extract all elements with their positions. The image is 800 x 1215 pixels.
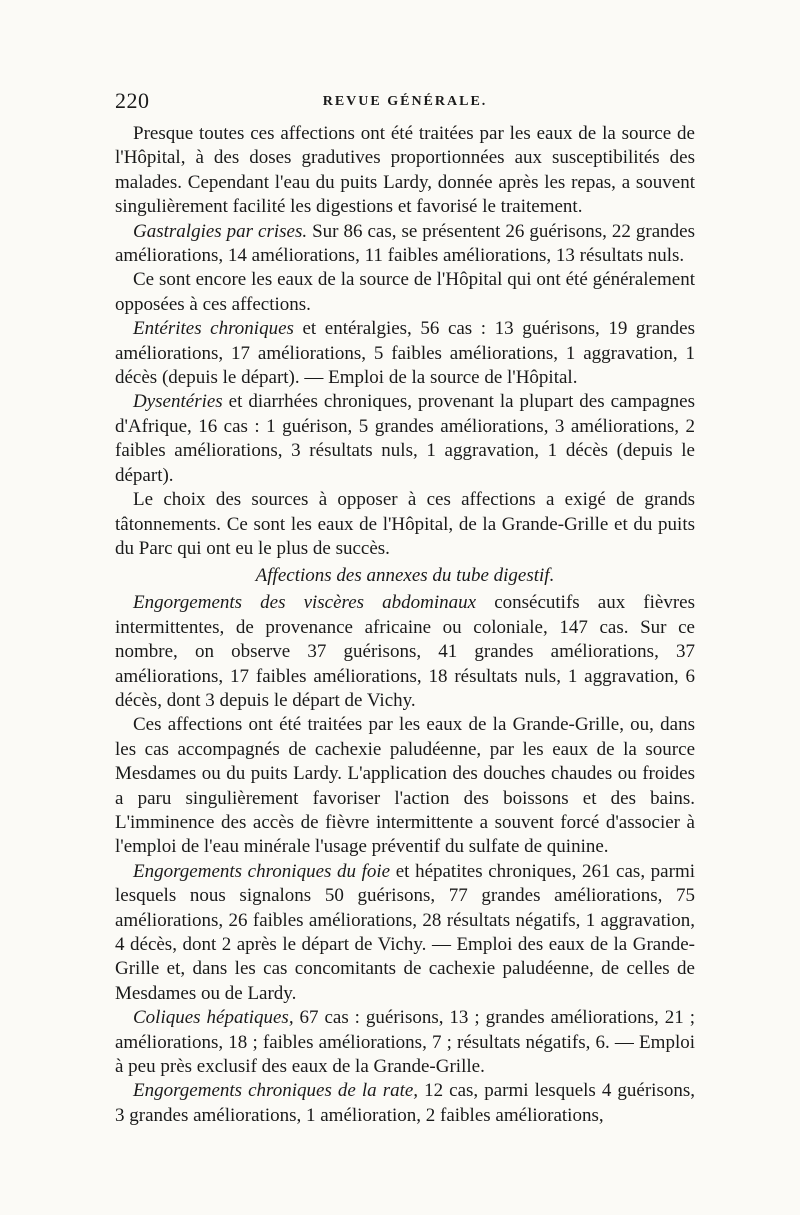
page-header bbox=[115, 88, 695, 122]
paragraph: Ces affections ont été traitées par les eaux de la Grande-Grille, ou, dans les cas accompagnés de cachexie paludéenne, par les eaux de la source Mesdames ou du puits Lardy. L'application des douches chaudes ou froides a paru singulièrement favoriser l'action des boissons et des bains. L'imminence des accès de fièvre intermittente a souvent forcé d'associer à l'emploi de l'eau minérale l'usage préventif du sulfate de quinine. bbox=[115, 714, 695, 858]
body-text bbox=[115, 122, 695, 1128]
paragraph-lead: Engorgements des viscères abdominaux bbox=[133, 592, 477, 614]
paragraph: Dysentéries et diarrhées chroniques, provenant la plupart des campagnes d'Afrique, 16 cas : 1 guérison, 5 grandes améliorations, 3 améliorations, 2 faibles améliorations, 3 résultats nuls, 1 aggravation, 1 décès (depuis le départ). bbox=[115, 391, 695, 486]
running-head: REVUE GÉNÉRALE. bbox=[322, 94, 488, 109]
paragraph: Ce sont encore les eaux de la source de l'Hôpital qui ont été généralement opposées à ces affections. bbox=[115, 269, 695, 315]
paragraph: Coliques hépatiques, 67 cas : guérisons, 13 ; grandes améliorations, 21 ; améliorations, 18 ; faibles améliorations, 7 ; résultats négatifs, 6. — Emploi à peu près exclusif des eaux de la Grande-Grille. bbox=[115, 1007, 695, 1078]
paragraph: Entérites chroniques et entéralgies, 56 cas : 13 guérisons, 19 grandes améliorations, 17 améliorations, 5 faibles améliorations, 1 aggravation, 1 décès (depuis le départ). — Emploi de la source de l'Hôpital. bbox=[115, 318, 695, 389]
paragraph-lead: Entérites chroniques bbox=[133, 318, 294, 340]
paragraph: Engorgements chroniques de la rate, 12 cas, parmi lesquels 4 guérisons, 3 grandes améliorations, 1 amélioration, 2 faibles améliorations, bbox=[115, 1080, 695, 1126]
paragraph-lead: Gastralgies par crises. bbox=[133, 220, 308, 242]
paragraph: Le choix des sources à opposer à ces affections a exigé de grands tâtonnements. Ce sont les eaux de l'Hôpital, de la Grande-Grille et du puits du Parc qui ont eu le plus de succès. bbox=[115, 489, 695, 559]
paragraph: Presque toutes ces affections ont été traitées par les eaux de la source de l'Hôpital, à des doses gradutives proportionnées aux susceptibilités des malades. Cependant l'eau du puits Lardy, donnée après les repas, a souvent singulièrement facilité les digestions et favorisé le traitement. bbox=[115, 123, 695, 218]
paragraph-lead: Engorgements chroniques du foie bbox=[133, 860, 391, 882]
page-number: 220 bbox=[115, 88, 150, 113]
paragraph-lead: Coliques hépatiques, bbox=[133, 1007, 294, 1029]
paragraph: Gastralgies par crises. Sur 86 cas, se présentent 26 guérisons, 22 grandes améliorations, 14 améliorations, 11 faibles améliorations, 13 résultats nuls. bbox=[115, 220, 695, 267]
paragraph-lead: Engorgements chroniques de la rate, bbox=[133, 1080, 419, 1102]
paragraph: Engorgements chroniques du foie et hépatites chroniques, 261 cas, parmi lesquels nous signalons 50 guérisons, 77 grandes améliorations, 75 améliorations, 26 faibles améliorations, 28 résultats négatifs, 1 aggravation, 4 décès, dont 2 après le départ de Vichy. — Emploi des eaux de la Grande-Grille et, dans les cas concomitants de cachexie paludéenne, de celles de Mesdames ou de Lardy. bbox=[115, 860, 695, 1004]
section-heading: Affections des annexes du tube digestif. bbox=[255, 565, 555, 587]
book-page bbox=[115, 88, 695, 1128]
paragraph-lead: Dysentéries bbox=[133, 391, 223, 413]
paragraph: Engorgements des viscères abdominaux consécutifs aux fièvres intermittentes, de provenance africaine ou coloniale, 147 cas. Sur ce nombre, on observe 37 guérisons, 41 grandes améliorations, 37 améliorations, 17 faibles améliorations, 18 résultats nuls, 1 aggravation, 6 décès, dont 3 depuis le départ de Vichy. bbox=[115, 592, 695, 711]
